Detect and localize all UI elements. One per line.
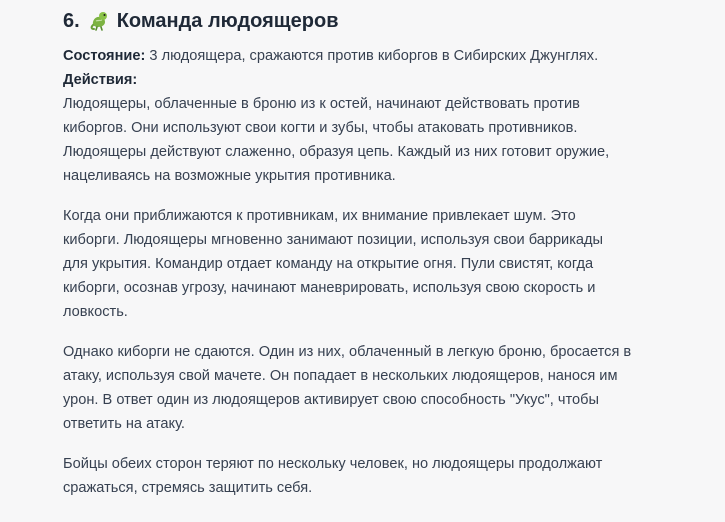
paragraph-line: ответить на атаку. — [63, 416, 185, 432]
paragraph-line: киборги. Людоящеры мгновенно занимают позиции, используя свои баррикады — [63, 232, 604, 248]
paragraph-line: Людоящеры, облаченные в броню из к остей, начинают действовать против — [63, 96, 580, 112]
section-heading — [63, 6, 339, 36]
paragraph-line: ловкость. — [63, 304, 128, 320]
section-title: Команда людоящеров — [116, 9, 339, 32]
actions-label: Действия: — [63, 72, 138, 88]
paragraph-line: Бойцы обеих сторон теряют по нескольку человек, но людоящеры продолжают — [63, 456, 603, 472]
paragraph-line: Когда они приближаются к противникам, их внимание привлекает шум. Это — [63, 208, 576, 224]
paragraph-line: сражаться, стремясь защитить себя. — [63, 480, 313, 496]
paragraph-line: атаку, используя свой мачете. Он попадает в нескольких людоящеров, нанося им — [63, 368, 618, 384]
section-number: 6. — [63, 9, 80, 32]
paragraph-line: Людоящеры действуют слаженно, образуя цепь. Каждый из них готовит оружие, — [63, 144, 610, 160]
paragraph-line: Однако киборги не сдаются. Один из них, облаченный в легкую броню, бросается в — [63, 344, 632, 360]
paragraph-line: для укрытия. Командир отдает команду на открытие огня. Пули свистят, когда — [63, 256, 594, 272]
paragraph-line: киборги, осознав угрозу, начинают маневрировать, используя свою скорость и — [63, 280, 596, 296]
status-line — [63, 46, 598, 66]
lizard-icon — [89, 10, 111, 32]
paragraph-line: нацеливаясь на возможные укрытия противника. — [63, 168, 396, 184]
paragraph-line: киборгов. Они используют свои когти и зубы, чтобы атаковать противников. — [63, 120, 578, 136]
paragraph-line: урон. В ответ один из людоящеров активирует свою способность "Укус", чтобы — [63, 392, 599, 408]
status-text: 3 людоящера, сражаются против киборгов в Сибирских Джунглях. — [149, 48, 599, 64]
status-label: Состояние: — [63, 48, 146, 64]
